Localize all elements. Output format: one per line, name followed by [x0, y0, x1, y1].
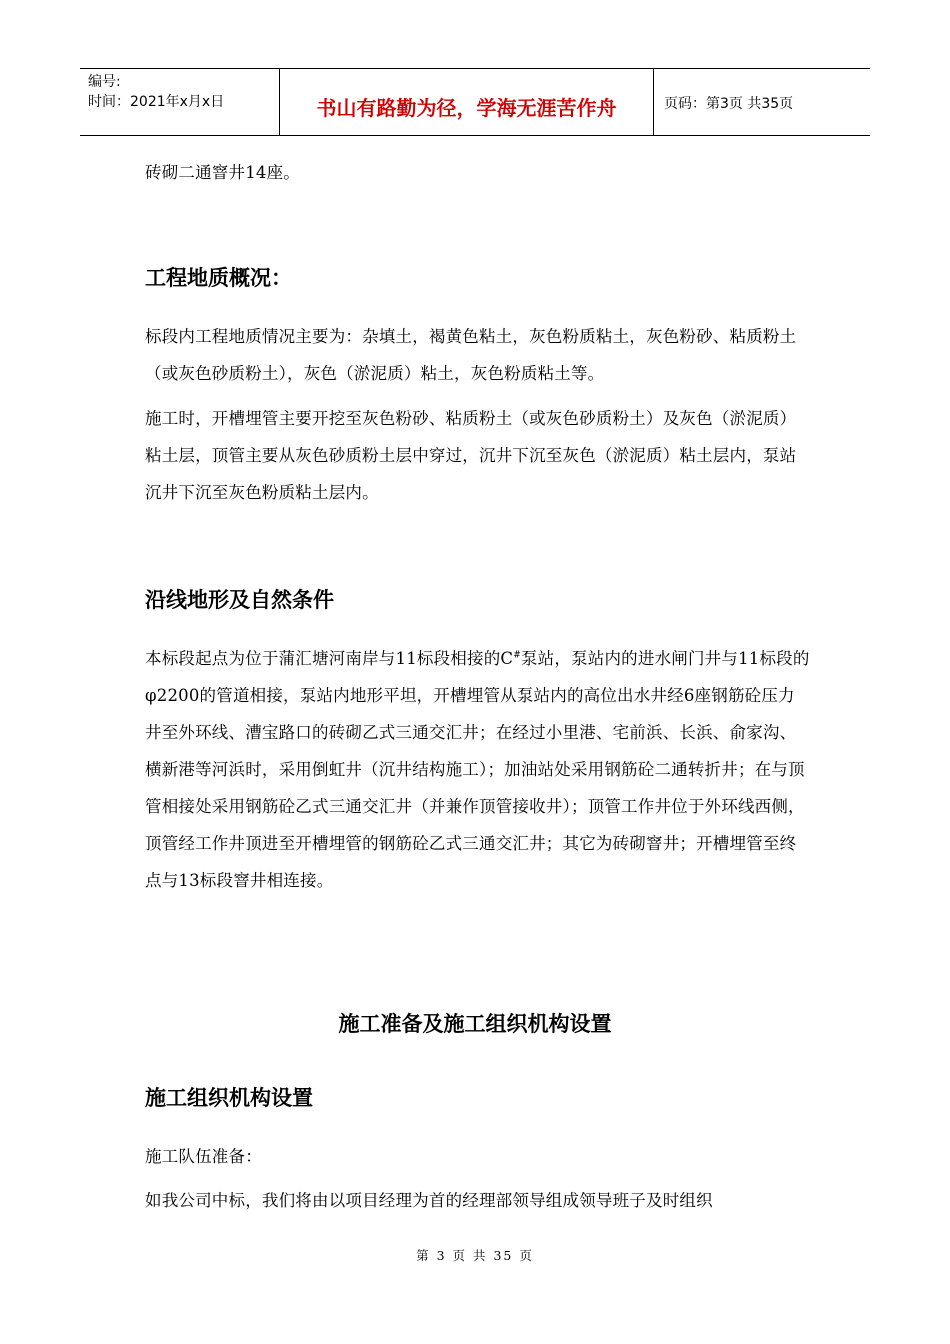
terrain-superscript: # — [513, 650, 521, 661]
header-page-info: 页码：第3页 共35页 — [664, 96, 794, 112]
document-date: 时间：2021年x月x日 — [88, 94, 225, 110]
terrain-paragraph — [145, 640, 810, 899]
document-number-label: 编号: — [88, 74, 121, 90]
organization-sub-label: 施工队伍准备： — [145, 1147, 262, 1166]
terrain-heading: 沿线地形及自然条件 — [145, 588, 334, 612]
geology-paragraph-2-text: 施工时，开槽埋管主要开挖至灰色粉砂、粘质粉土（或灰色砂质粉土）及灰色（淤泥质）粘土层，顶管主要从灰色砂质粉土层中穿过，沉井下沉至灰色（淤泥质）粘土层内，泵站沉井下沉至灰色粉质粘土层内。 — [145, 409, 797, 502]
intro-line: 砖砌二通窨井14座。 — [145, 163, 300, 182]
geology-paragraph-1 — [145, 318, 810, 392]
page-footer: 第 3 页 共 35 页 — [416, 1248, 534, 1263]
geology-paragraph-2 — [145, 400, 810, 511]
header-motto: 书山有路勤为径，学海无涯苦作舟 — [280, 69, 654, 135]
terrain-text-start: 本标段起点为位于蒲汇塘河南岸与11标段相接的C — [145, 649, 514, 668]
geology-paragraph-1-text: 标段内工程地质情况主要为：杂填土，褐黄色粘土，灰色粉质粘土，灰色粉砂、粘质粉土（或灰色砂质粉土），灰色（淤泥质）粘土，灰色粉质粘土等。 — [145, 327, 797, 383]
chapter-heading: 施工准备及施工组织机构设置 — [338, 1012, 612, 1036]
header-meta — [80, 69, 280, 135]
terrain-text-rest: 泵站，泵站内的进水闸门井与11标段的φ2200的管道相接，泵站内地形平坦，开槽埋管从泵站内的高位出水井经6座钢筋砼压力井至外环线、漕宝路口的砖砌乙式三通交汇井；在经过小里港、宅前浜、长浜、俞家沟、横新港等河浜时，采用倒虹井（沉井结构施工）；加油站处采用钢筋砼二通转折井；在与顶管相接处采用钢筋砼乙式三通交汇井（并兼作顶管接收井）；顶管工作井位于外环线西侧，顶管经工作井顶进至开槽埋管的钢筋砼乙式三通交汇井；其它为砖砌窨井；开槽埋管至终点与13标段窨井相连接。 — [145, 649, 810, 890]
geology-heading: 工程地质概况： — [145, 266, 292, 290]
organization-heading: 施工组织机构设置 — [145, 1086, 313, 1110]
page-header — [80, 68, 870, 136]
organization-paragraph: 如我公司中标，我们将由以项目经理为首的经理部领导组成领导班子及时组织 — [145, 1191, 713, 1210]
